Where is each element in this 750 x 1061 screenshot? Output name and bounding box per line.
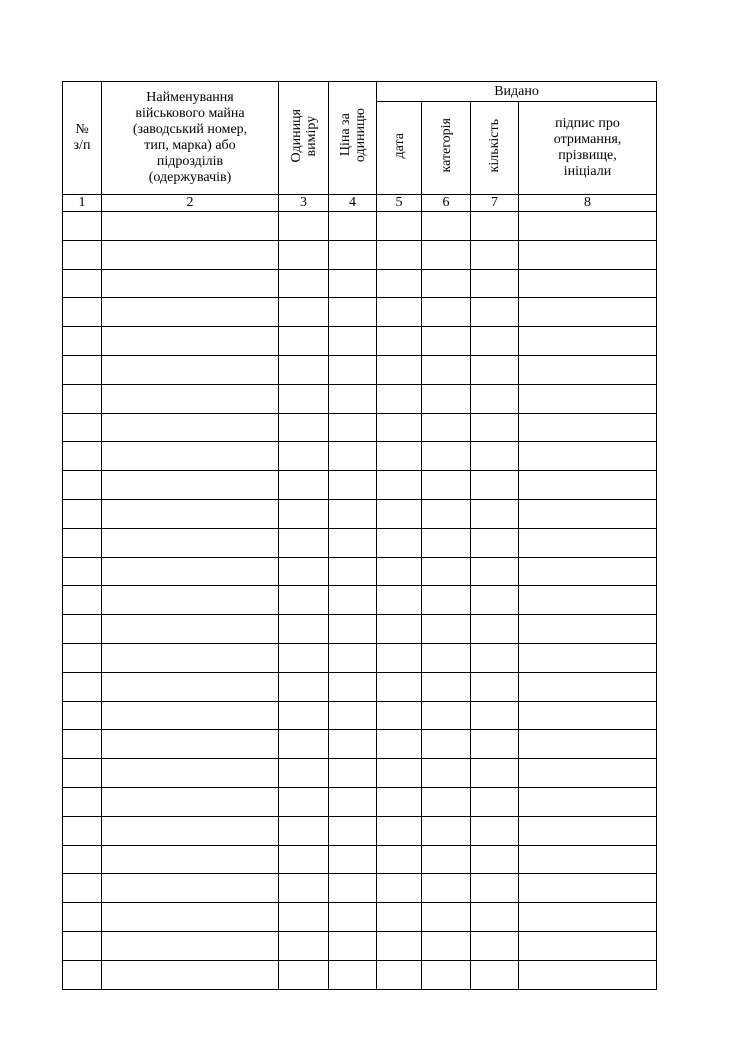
- table-cell[interactable]: [329, 269, 377, 298]
- table-cell[interactable]: [102, 931, 279, 960]
- table-cell[interactable]: [63, 787, 102, 816]
- table-cell[interactable]: [329, 615, 377, 644]
- table-cell[interactable]: [422, 615, 471, 644]
- table-cell[interactable]: [377, 759, 422, 788]
- table-cell[interactable]: [377, 528, 422, 557]
- table-cell[interactable]: [422, 960, 471, 989]
- table-cell[interactable]: [422, 212, 471, 241]
- table-cell[interactable]: [422, 499, 471, 528]
- table-cell[interactable]: [422, 240, 471, 269]
- table-row: [63, 355, 657, 384]
- table-cell[interactable]: [329, 298, 377, 327]
- table-cell[interactable]: [519, 384, 657, 413]
- table-cell[interactable]: [279, 586, 329, 615]
- header-signature: підпис про отримання, прізвище, ініціали: [519, 102, 657, 195]
- table-row: [63, 874, 657, 903]
- table-cell[interactable]: [279, 672, 329, 701]
- table-cell[interactable]: [279, 903, 329, 932]
- table-cell[interactable]: [102, 212, 279, 241]
- table-cell[interactable]: [471, 787, 519, 816]
- table-cell[interactable]: [102, 355, 279, 384]
- table-cell[interactable]: [329, 730, 377, 759]
- header-category: категорія: [422, 102, 471, 195]
- table-cell[interactable]: [377, 903, 422, 932]
- table-cell[interactable]: [377, 442, 422, 471]
- table-cell[interactable]: [422, 903, 471, 932]
- table-cell[interactable]: [471, 931, 519, 960]
- table-cell[interactable]: [471, 528, 519, 557]
- table-cell[interactable]: [279, 413, 329, 442]
- table-cell[interactable]: [329, 557, 377, 586]
- table-cell[interactable]: [102, 615, 279, 644]
- table-row: [63, 327, 657, 356]
- table-cell[interactable]: [422, 931, 471, 960]
- table-cell[interactable]: [102, 787, 279, 816]
- table-cell[interactable]: [519, 327, 657, 356]
- table-cell[interactable]: [102, 298, 279, 327]
- table-cell[interactable]: [102, 730, 279, 759]
- table-cell[interactable]: [519, 528, 657, 557]
- table-cell[interactable]: [377, 298, 422, 327]
- table-cell[interactable]: [63, 528, 102, 557]
- table-cell[interactable]: [279, 787, 329, 816]
- table-cell[interactable]: [519, 672, 657, 701]
- table-cell[interactable]: [519, 269, 657, 298]
- table-cell[interactable]: [422, 730, 471, 759]
- table-row: [63, 903, 657, 932]
- table-cell[interactable]: [102, 903, 279, 932]
- table-cell[interactable]: [422, 269, 471, 298]
- table-cell[interactable]: [329, 212, 377, 241]
- table-cell[interactable]: [63, 931, 102, 960]
- table-cell[interactable]: [279, 615, 329, 644]
- table-cell[interactable]: [63, 643, 102, 672]
- table-cell[interactable]: [471, 874, 519, 903]
- table-cell[interactable]: [471, 903, 519, 932]
- table-cell[interactable]: [63, 730, 102, 759]
- table-cell[interactable]: [63, 586, 102, 615]
- table-cell[interactable]: [519, 615, 657, 644]
- table-cell[interactable]: [102, 557, 279, 586]
- table-cell[interactable]: [279, 643, 329, 672]
- table-cell[interactable]: [329, 931, 377, 960]
- table-cell[interactable]: [422, 413, 471, 442]
- table-cell[interactable]: [102, 269, 279, 298]
- table-cell[interactable]: [279, 528, 329, 557]
- table-cell[interactable]: [519, 557, 657, 586]
- table-cell[interactable]: [519, 471, 657, 500]
- table-cell[interactable]: [471, 759, 519, 788]
- table-cell[interactable]: [471, 212, 519, 241]
- table-cell[interactable]: [471, 701, 519, 730]
- table-cell[interactable]: [329, 701, 377, 730]
- table-cell[interactable]: [63, 240, 102, 269]
- table-cell[interactable]: [329, 960, 377, 989]
- table-cell[interactable]: [519, 586, 657, 615]
- table-cell[interactable]: [377, 355, 422, 384]
- table-row: [63, 413, 657, 442]
- table-cell[interactable]: [279, 759, 329, 788]
- table-cell[interactable]: [471, 615, 519, 644]
- table-cell[interactable]: [422, 759, 471, 788]
- table-cell[interactable]: [63, 701, 102, 730]
- table-cell[interactable]: [63, 298, 102, 327]
- table-cell[interactable]: [63, 816, 102, 845]
- table-cell[interactable]: [471, 355, 519, 384]
- table-cell[interactable]: [102, 643, 279, 672]
- column-number: 2: [102, 195, 279, 212]
- table-cell[interactable]: [279, 384, 329, 413]
- header-name: Найменування військового майна (заводський номер, тип, марка) або підрозділів (одержувачів): [102, 82, 279, 195]
- table-cell[interactable]: [329, 643, 377, 672]
- table-cell[interactable]: [279, 240, 329, 269]
- issuance-table: [62, 81, 657, 990]
- table-cell[interactable]: [63, 269, 102, 298]
- table-cell[interactable]: [471, 586, 519, 615]
- table-cell[interactable]: [471, 845, 519, 874]
- table-cell[interactable]: [102, 701, 279, 730]
- table-cell[interactable]: [471, 413, 519, 442]
- header-unit: Одиниця виміру: [279, 82, 329, 195]
- table-cell[interactable]: [519, 787, 657, 816]
- table-cell[interactable]: [63, 759, 102, 788]
- header-date: дата: [377, 102, 422, 195]
- table-row: [63, 701, 657, 730]
- table-cell[interactable]: [471, 557, 519, 586]
- table-cell[interactable]: [279, 355, 329, 384]
- table-cell[interactable]: [279, 960, 329, 989]
- table-cell[interactable]: [279, 557, 329, 586]
- table-cell[interactable]: [471, 730, 519, 759]
- table-cell[interactable]: [377, 874, 422, 903]
- table-cell[interactable]: [102, 528, 279, 557]
- table-cell[interactable]: [471, 672, 519, 701]
- table-cell[interactable]: [519, 730, 657, 759]
- table-cell[interactable]: [377, 212, 422, 241]
- table-cell[interactable]: [422, 384, 471, 413]
- table-cell[interactable]: [102, 384, 279, 413]
- table-cell[interactable]: [471, 960, 519, 989]
- table-row: [63, 759, 657, 788]
- table-cell[interactable]: [329, 355, 377, 384]
- header-price: Ціна за одиницю: [329, 82, 377, 195]
- table-cell[interactable]: [279, 471, 329, 500]
- table-cell[interactable]: [329, 442, 377, 471]
- table-cell[interactable]: [102, 672, 279, 701]
- table-row: [63, 471, 657, 500]
- table-cell[interactable]: [329, 240, 377, 269]
- table-row: [63, 528, 657, 557]
- table-row: [63, 557, 657, 586]
- table-cell[interactable]: [63, 327, 102, 356]
- table-cell[interactable]: [102, 471, 279, 500]
- table-cell[interactable]: [329, 327, 377, 356]
- table-cell[interactable]: [63, 413, 102, 442]
- table-cell[interactable]: [471, 384, 519, 413]
- table-cell[interactable]: [422, 355, 471, 384]
- table-cell[interactable]: [471, 643, 519, 672]
- table-cell[interactable]: [102, 586, 279, 615]
- table-cell[interactable]: [329, 384, 377, 413]
- table-row: [63, 298, 657, 327]
- table-cell[interactable]: [102, 327, 279, 356]
- table-cell[interactable]: [279, 816, 329, 845]
- table-cell[interactable]: [329, 787, 377, 816]
- table-cell[interactable]: [471, 816, 519, 845]
- table-cell[interactable]: [519, 759, 657, 788]
- table-cell[interactable]: [377, 615, 422, 644]
- table-cell[interactable]: [102, 845, 279, 874]
- table-cell[interactable]: [377, 471, 422, 500]
- table-cell[interactable]: [519, 240, 657, 269]
- table-cell[interactable]: [279, 931, 329, 960]
- column-number: 1: [63, 195, 102, 212]
- table-cell[interactable]: [63, 212, 102, 241]
- table-cell[interactable]: [279, 269, 329, 298]
- table-cell[interactable]: [329, 499, 377, 528]
- table-cell[interactable]: [329, 672, 377, 701]
- table-cell[interactable]: [377, 557, 422, 586]
- table-row: [63, 931, 657, 960]
- table-cell[interactable]: [519, 643, 657, 672]
- table-row: [63, 586, 657, 615]
- table-cell[interactable]: [102, 240, 279, 269]
- table-cell[interactable]: [471, 240, 519, 269]
- header-no: № з/п: [63, 82, 102, 195]
- table-cell[interactable]: [422, 442, 471, 471]
- table-cell[interactable]: [102, 874, 279, 903]
- table-cell[interactable]: [102, 816, 279, 845]
- table-cell[interactable]: [377, 672, 422, 701]
- table-cell[interactable]: [519, 298, 657, 327]
- table-cell[interactable]: [329, 586, 377, 615]
- table-cell[interactable]: [63, 557, 102, 586]
- table-row: [63, 672, 657, 701]
- table-cell[interactable]: [329, 759, 377, 788]
- table-cell[interactable]: [471, 499, 519, 528]
- column-number: 7: [471, 195, 519, 212]
- table-cell[interactable]: [422, 787, 471, 816]
- table-cell[interactable]: [519, 874, 657, 903]
- table-row: [63, 499, 657, 528]
- table-cell[interactable]: [377, 816, 422, 845]
- table-cell[interactable]: [329, 528, 377, 557]
- table-cell[interactable]: [329, 874, 377, 903]
- table-cell[interactable]: [279, 874, 329, 903]
- table-cell[interactable]: [377, 730, 422, 759]
- table-cell[interactable]: [377, 499, 422, 528]
- table-cell[interactable]: [377, 240, 422, 269]
- table-row: [63, 960, 657, 989]
- table-cell[interactable]: [102, 442, 279, 471]
- table-cell[interactable]: [519, 903, 657, 932]
- table-cell[interactable]: [279, 298, 329, 327]
- table-cell[interactable]: [63, 615, 102, 644]
- table-cell[interactable]: [519, 499, 657, 528]
- table-row: [63, 212, 657, 241]
- table-cell[interactable]: [471, 327, 519, 356]
- column-number-row: [63, 195, 657, 212]
- table-cell[interactable]: [279, 212, 329, 241]
- table-cell[interactable]: [329, 903, 377, 932]
- table-cell[interactable]: [102, 413, 279, 442]
- table-cell[interactable]: [279, 442, 329, 471]
- table-cell[interactable]: [63, 960, 102, 989]
- table-row: [63, 845, 657, 874]
- table-cell[interactable]: [377, 413, 422, 442]
- table-cell[interactable]: [422, 471, 471, 500]
- table-cell[interactable]: [63, 499, 102, 528]
- table-row: [63, 240, 657, 269]
- table-row: [63, 730, 657, 759]
- table-cell[interactable]: [519, 355, 657, 384]
- table-cell[interactable]: [519, 212, 657, 241]
- table-row: [63, 269, 657, 298]
- table-cell[interactable]: [102, 759, 279, 788]
- header-issued: Видано: [377, 82, 657, 102]
- table-cell[interactable]: [329, 845, 377, 874]
- table-cell[interactable]: [63, 845, 102, 874]
- table-cell[interactable]: [422, 298, 471, 327]
- table-row: [63, 787, 657, 816]
- table-cell[interactable]: [377, 327, 422, 356]
- table-cell[interactable]: [519, 816, 657, 845]
- table-row: [63, 384, 657, 413]
- table-cell[interactable]: [377, 586, 422, 615]
- table-cell[interactable]: [377, 931, 422, 960]
- table-cell[interactable]: [422, 557, 471, 586]
- table-cell[interactable]: [519, 442, 657, 471]
- column-number: 5: [377, 195, 422, 212]
- table-cell[interactable]: [279, 701, 329, 730]
- table-cell[interactable]: [422, 845, 471, 874]
- column-number: 6: [422, 195, 471, 212]
- table-row: [63, 442, 657, 471]
- table-cell[interactable]: [471, 298, 519, 327]
- table-cell[interactable]: [63, 874, 102, 903]
- header-row-top: [63, 82, 657, 102]
- column-number: 3: [279, 195, 329, 212]
- table-cell[interactable]: [329, 816, 377, 845]
- table-cell[interactable]: [102, 960, 279, 989]
- table-cell[interactable]: [471, 269, 519, 298]
- table-cell[interactable]: [422, 874, 471, 903]
- table-cell[interactable]: [422, 643, 471, 672]
- table-cell[interactable]: [279, 730, 329, 759]
- table-cell[interactable]: [377, 269, 422, 298]
- table-cell[interactable]: [377, 845, 422, 874]
- table-cell[interactable]: [422, 701, 471, 730]
- table-cell[interactable]: [519, 931, 657, 960]
- table-cell[interactable]: [377, 643, 422, 672]
- table-cell[interactable]: [471, 471, 519, 500]
- column-number: 4: [329, 195, 377, 212]
- table-cell[interactable]: [63, 442, 102, 471]
- table-cell[interactable]: [377, 960, 422, 989]
- header-quantity: кількість: [471, 102, 519, 195]
- table-cell[interactable]: [377, 787, 422, 816]
- table-cell[interactable]: [279, 845, 329, 874]
- table-cell[interactable]: [422, 528, 471, 557]
- table-cell[interactable]: [279, 499, 329, 528]
- table-cell[interactable]: [519, 701, 657, 730]
- table-cell[interactable]: [63, 384, 102, 413]
- table-cell[interactable]: [422, 672, 471, 701]
- table-cell[interactable]: [279, 327, 329, 356]
- table-cell[interactable]: [102, 499, 279, 528]
- table-cell[interactable]: [63, 903, 102, 932]
- column-number: 8: [519, 195, 657, 212]
- table-cell[interactable]: [519, 845, 657, 874]
- table-cell[interactable]: [329, 471, 377, 500]
- table-cell[interactable]: [519, 960, 657, 989]
- table-cell[interactable]: [422, 327, 471, 356]
- table-cell[interactable]: [329, 413, 377, 442]
- table-row: [63, 816, 657, 845]
- table-cell[interactable]: [422, 586, 471, 615]
- table-cell[interactable]: [519, 413, 657, 442]
- table-row: [63, 615, 657, 644]
- table-cell[interactable]: [377, 701, 422, 730]
- table-cell[interactable]: [422, 816, 471, 845]
- table-cell[interactable]: [63, 471, 102, 500]
- table-row: [63, 643, 657, 672]
- table-cell[interactable]: [63, 672, 102, 701]
- table-cell[interactable]: [471, 442, 519, 471]
- table-cell[interactable]: [377, 384, 422, 413]
- table-cell[interactable]: [63, 355, 102, 384]
